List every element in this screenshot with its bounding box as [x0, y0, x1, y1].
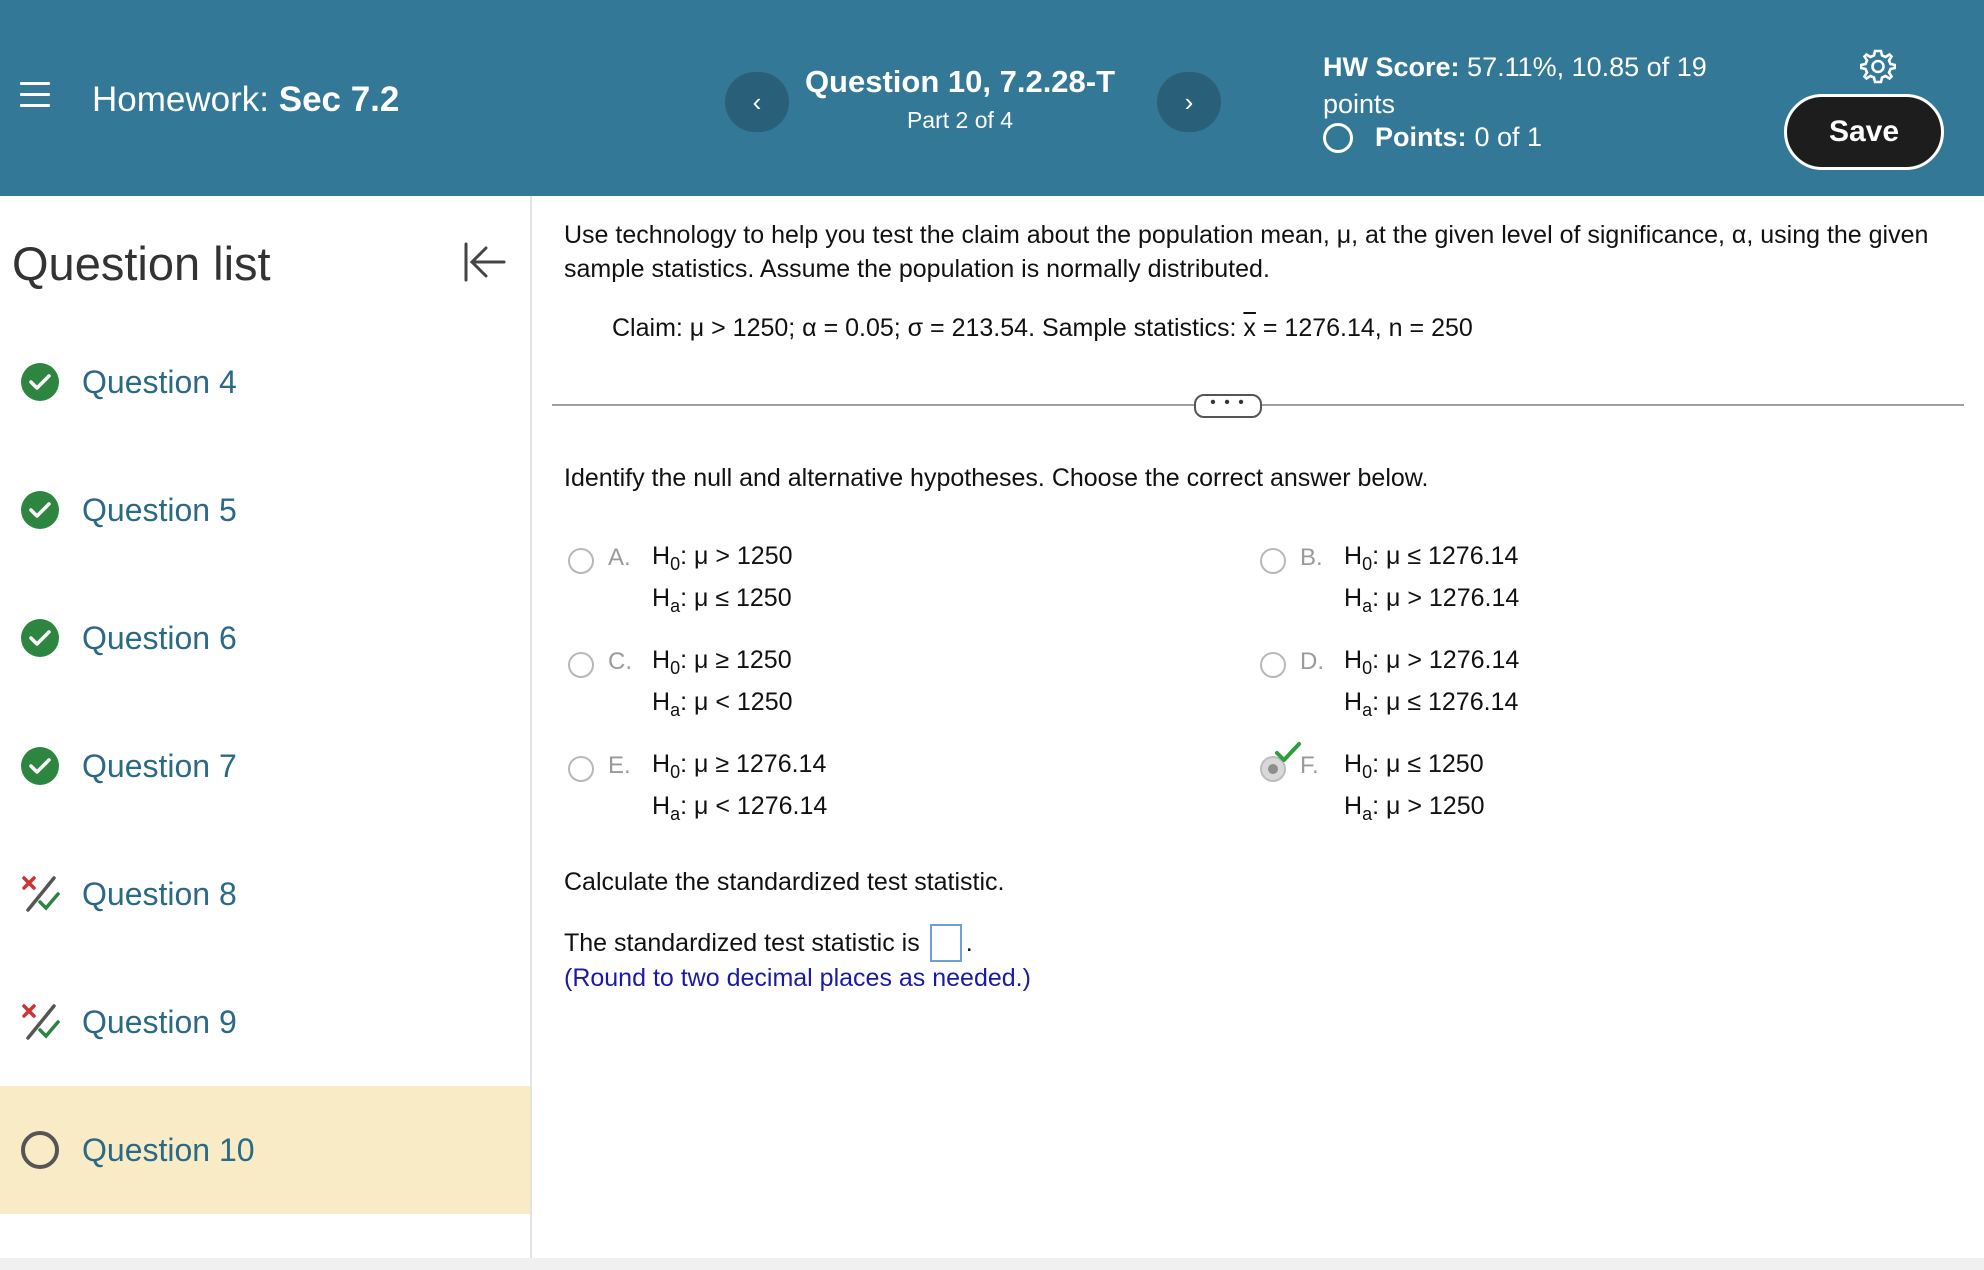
question-item-8[interactable] [0, 830, 530, 958]
calculate-instruction: Calculate the standardized test statistic. [564, 868, 1005, 896]
next-question-button[interactable] [1157, 72, 1221, 132]
open-circle-icon [21, 1131, 59, 1169]
gear-icon[interactable] [1860, 48, 1896, 84]
alternative-hypothesis: $H_a$: μ ≤ 1250 [652, 584, 792, 616]
question-part: Part 2 of 4 [906, 107, 1014, 133]
question-item-label: Question 5 [82, 491, 237, 528]
alternative-hypothesis: $H_a$: μ < 1250 [652, 688, 793, 720]
alternative-hypothesis: $H_a$: μ > 1276.14 [1344, 584, 1520, 616]
option-letter: C. [608, 648, 632, 675]
question-prompt: Use technology to help you test the claim about the population mean, μ, at the given level of significance, α, using the given sample statistics. Assume the population is normally distributed. [564, 221, 1929, 283]
partial-credit-icon [20, 1002, 60, 1042]
alternative-hypothesis: $H_a$: μ ≤ 1276.14 [1344, 688, 1519, 720]
top-bar [0, 0, 1984, 196]
radio-button[interactable] [1260, 548, 1286, 574]
option-d[interactable] [1260, 646, 1900, 742]
homework-title [92, 80, 399, 120]
question-item-label: Question 7 [82, 747, 237, 784]
question-title: Question 10, 7.2.28-T [804, 64, 1116, 99]
alternative-hypothesis: $H_a$: μ < 1276.14 [652, 792, 828, 824]
bottom-strip [0, 1258, 1984, 1270]
claim-suffix: = 1276.14, n = 250 [1255, 314, 1473, 342]
test-statistic-line [564, 924, 973, 962]
hypotheses-instruction: Identify the null and alternative hypotheses. Choose the correct answer below. [564, 464, 1429, 492]
previous-question-button[interactable] [725, 72, 789, 132]
claim-prefix: Claim: μ > 1250; α = 0.05; σ = 213.54. Sample statistics: [612, 314, 1244, 342]
radio-button[interactable] [568, 652, 594, 678]
menu-icon[interactable] [20, 82, 50, 108]
claim-xbar: $\overline{x}$ [1243, 314, 1256, 342]
option-letter: B. [1300, 544, 1323, 571]
partial-credit-icon [20, 874, 60, 914]
radio-button[interactable] [568, 756, 594, 782]
homework-prefix: Homework: [92, 80, 269, 119]
option-c[interactable] [568, 646, 1208, 742]
hw-score-label: HW Score: [1323, 52, 1460, 82]
question-item-label: Question 4 [82, 363, 237, 400]
question-list-title: Question list [12, 237, 271, 290]
homework-name: Sec 7.2 [278, 80, 400, 119]
option-e[interactable] [568, 750, 1208, 846]
question-item-7[interactable] [0, 702, 530, 830]
question-content [530, 196, 1984, 1260]
test-statistic-label: The standardized test statistic is [564, 928, 920, 957]
null-hypothesis: $H_0$: μ ≤ 1250 [1344, 750, 1484, 782]
points-value: 0 of 1 [1474, 122, 1543, 152]
null-hypothesis: $H_0$: μ > 1276.14 [1344, 646, 1520, 678]
question-item-10[interactable] [0, 1086, 530, 1214]
null-hypothesis: $H_0$: μ > 1250 [652, 542, 793, 574]
chevron-left-icon: ‹ [752, 86, 762, 117]
option-f[interactable] [1260, 750, 1900, 846]
check-circle-icon [21, 491, 59, 529]
correct-check-icon [1274, 740, 1302, 766]
question-item-label: Question 9 [82, 1003, 237, 1040]
check-circle-icon [21, 363, 59, 401]
question-item-label: Question 10 [82, 1131, 255, 1168]
option-letter: D. [1300, 648, 1324, 675]
question-item-label: Question 6 [82, 619, 237, 656]
hw-score-value: 57.11%, 10.85 of 19 points [1323, 52, 1707, 119]
points-status [1323, 122, 1542, 153]
question-list-panel [0, 196, 532, 1260]
radio-button[interactable] [1260, 652, 1286, 678]
radio-button[interactable] [568, 548, 594, 574]
check-circle-icon [21, 747, 59, 785]
chevron-right-icon: › [1184, 86, 1194, 117]
option-letter: F. [1300, 752, 1319, 779]
collapse-panel-icon[interactable] [462, 238, 508, 286]
save-button[interactable]: Save [1784, 94, 1944, 170]
question-item-9[interactable] [0, 958, 530, 1086]
null-hypothesis: $H_0$: μ ≥ 1276.14 [652, 750, 827, 782]
rounding-note: (Round to two decimal places as needed.) [564, 964, 1031, 992]
points-label: Points: [1375, 122, 1467, 152]
answer-input[interactable] [930, 924, 962, 962]
question-item-6[interactable] [0, 574, 530, 702]
null-hypothesis: $H_0$: μ ≥ 1250 [652, 646, 792, 678]
claim-text [612, 314, 1473, 343]
alternative-hypothesis: $H_a$: μ > 1250 [1344, 792, 1485, 824]
check-circle-icon [21, 619, 59, 657]
test-statistic-period: . [965, 928, 973, 957]
question-item-4[interactable] [0, 318, 530, 446]
question-item-5[interactable] [0, 446, 530, 574]
null-hypothesis: $H_0$: μ ≤ 1276.14 [1344, 542, 1519, 574]
points-circle-icon [1323, 123, 1353, 153]
option-a[interactable] [568, 542, 1208, 638]
hw-score [1323, 49, 1763, 123]
option-b[interactable] [1260, 542, 1900, 638]
option-letter: A. [608, 544, 631, 571]
question-item-label: Question 8 [82, 875, 237, 912]
show-more-button[interactable]: • • • [1194, 394, 1262, 418]
option-letter: E. [608, 752, 631, 779]
